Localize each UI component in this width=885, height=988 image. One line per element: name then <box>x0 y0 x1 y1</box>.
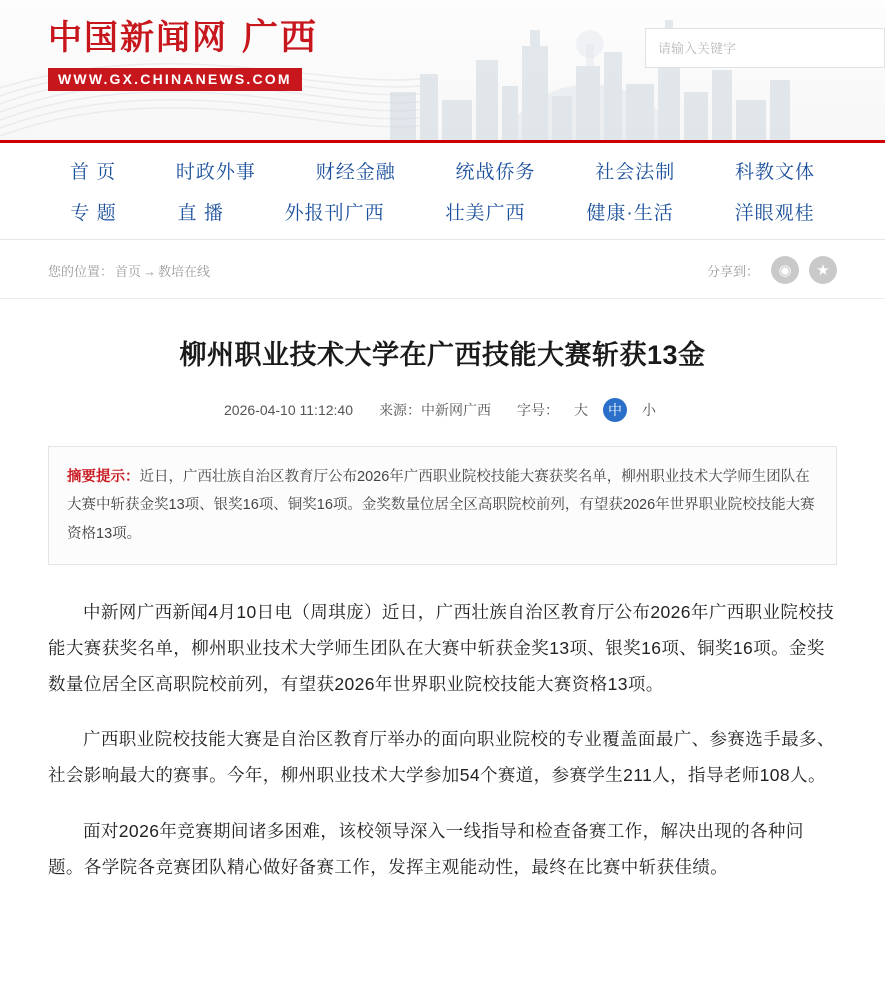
font-size-small[interactable]: 小 <box>641 402 656 418</box>
logo-title <box>48 18 318 58</box>
nav-item-overseas-press[interactable]: 外报刊广西 <box>284 203 385 224</box>
site-logo[interactable] <box>48 18 318 91</box>
nav-row-primary <box>0 157 885 184</box>
nav-item-foreign-view[interactable]: 洋眼观桂 <box>734 203 815 224</box>
font-size-large[interactable]: 大 <box>573 402 588 418</box>
nav-item-topics[interactable]: 专 题 <box>70 203 117 224</box>
breadcrumb-bar <box>0 240 885 299</box>
share-label: 分享到： <box>706 263 759 279</box>
logo-url: WWW.GX.CHINANEWS.COM <box>48 68 302 91</box>
font-size-medium[interactable]: 中 <box>603 398 627 422</box>
nav-item-united-front[interactable]: 统战侨务 <box>455 162 536 183</box>
logo-region-text: 广西 <box>242 17 319 57</box>
logo-title-text: 中国新闻网 <box>48 20 228 57</box>
summary-tag: 摘要提示： <box>67 469 140 485</box>
breadcrumb <box>48 261 212 280</box>
article-paragraph-2: 广西职业院校技能大赛是自治区教育厅举办的面向职业院校的专业覆盖面最广、参赛选手最多、社会影响最大的赛事。今年，柳州职业技术大学参加54个赛道，参赛学生211人，指导老师108人。 <box>48 729 835 786</box>
nav-item-society-law[interactable]: 社会法制 <box>595 162 676 183</box>
breadcrumb-arrow: → <box>143 263 157 279</box>
page-title: 柳州职业技术大学在广西技能大赛斩获13金 <box>179 340 706 370</box>
nav-item-home[interactable]: 首 页 <box>69 162 117 183</box>
nav-item-health-life[interactable]: 健康·生活 <box>586 203 674 224</box>
source-name: 中新网广西 <box>420 402 491 418</box>
search-input[interactable] <box>646 29 884 67</box>
city-skyline-decoration <box>380 0 800 140</box>
nav-item-science-education[interactable]: 科教文体 <box>735 162 816 183</box>
article-meta <box>48 398 837 422</box>
article-paragraph-3: 面对2026年竞赛期间诸多困难，该校领导深入一线指导和检查备赛工作，解决出现的各种问题。各学院各竞赛团队精心做好备赛工作，发挥主观能动性，最终在比赛中斩获佳绩。 <box>48 821 804 878</box>
weibo-share-icon[interactable]: ◉ <box>771 256 799 284</box>
publish-date: 2026-04-10 11:12:40 <box>224 402 353 418</box>
nav-item-finance[interactable]: 财经金融 <box>315 162 396 183</box>
breadcrumb-home-link[interactable]: 首页 <box>115 263 142 279</box>
article-container <box>0 333 885 886</box>
nav-item-live[interactable]: 直 播 <box>177 203 224 224</box>
font-size-label: 字号： <box>516 402 559 418</box>
site-header <box>0 0 885 143</box>
search-box[interactable] <box>645 28 885 68</box>
nav-item-beautiful-guangxi[interactable]: 壮美广西 <box>445 203 526 224</box>
source-label: 来源： <box>378 402 421 418</box>
breadcrumb-current-link[interactable]: 教培在线 <box>158 263 211 279</box>
article-paragraph-1: 中新网广西新闻4月10日电（周琪庞）近日，广西壮族自治区教育厅公布2026年广西职业院校技能大赛获奖名单，柳州职业技术大学师生团队在大赛中斩获金奖13项、银奖16项、铜奖16项。金奖数量位居全区高职院校前列，有望获2026年世界职业院校技能大赛资格13项。 <box>48 601 835 694</box>
breadcrumb-prefix: 您的位置： <box>48 263 114 279</box>
article-summary <box>48 446 837 565</box>
nav-item-politics[interactable]: 时政外事 <box>175 162 256 183</box>
font-size-control <box>517 398 661 422</box>
article-source <box>379 400 491 420</box>
main-navigation <box>0 143 885 240</box>
summary-text: 近日，广西壮族自治区教育厅公布2026年广西职业院校技能大赛获奖名单，柳州职业技术大学师生团队在大赛中斩获金奖13项、银奖16项、铜奖16项。金奖数量位居全区高职院校前列，有望获2026年世界职业院校技能大赛资格13项。 <box>67 469 815 542</box>
nav-row-secondary <box>0 198 885 225</box>
share-bar <box>707 256 837 284</box>
favorite-share-icon[interactable]: ★ <box>809 256 837 284</box>
